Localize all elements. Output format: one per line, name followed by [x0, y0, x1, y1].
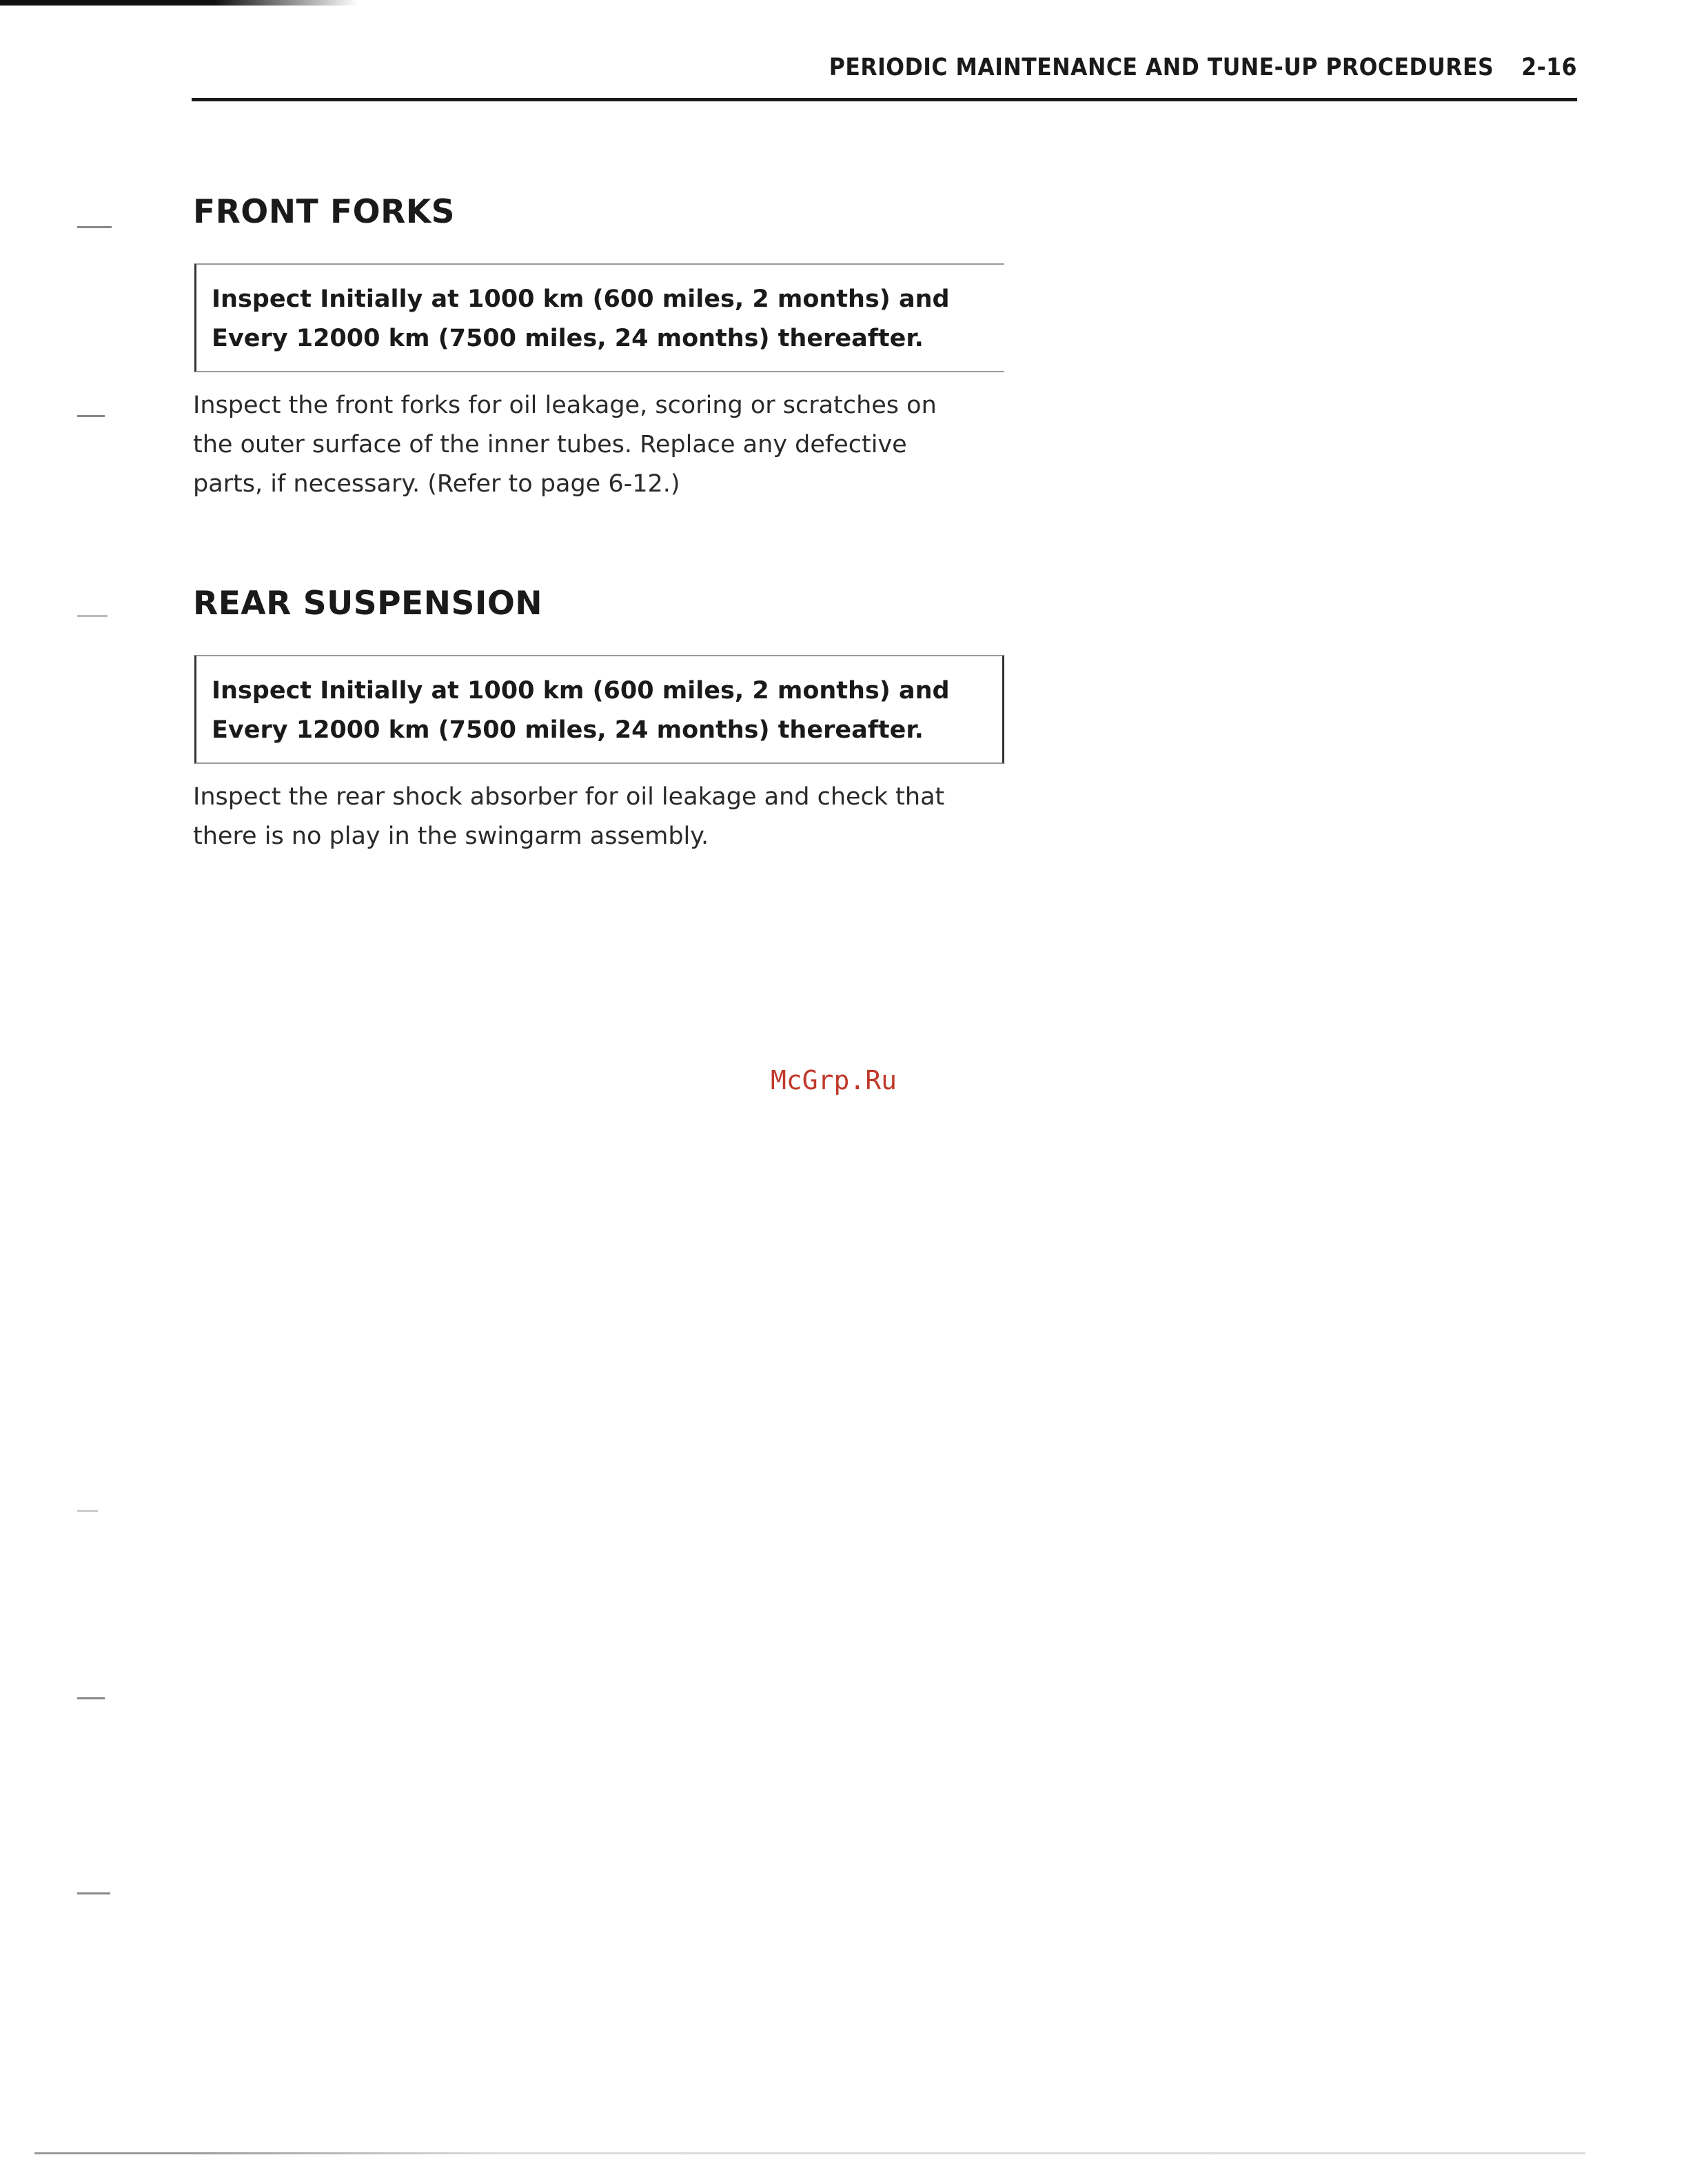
binder-hole-mark	[77, 1697, 105, 1699]
body-line: Inspect the front forks for oil leakage, scoring or scratches on	[193, 392, 937, 419]
scan-edge-bottom	[34, 2152, 1585, 2154]
section-title-front-forks: FRONT FORKS	[193, 193, 456, 231]
body-line: parts, if necessary. (Refer to page 6-12.)	[193, 470, 680, 498]
body-text-front-forks	[193, 386, 1020, 504]
page-header	[192, 50, 1577, 101]
interval-line: Inspect Initially at 1000 km (600 miles, 2 months) and	[212, 285, 950, 313]
section-title-rear-suspension: REAR SUSPENSION	[193, 585, 543, 623]
scan-edge-top	[0, 0, 358, 6]
interval-line: Inspect Initially at 1000 km (600 miles, 2 months) and	[212, 677, 950, 705]
page-number: 2-16	[1521, 54, 1577, 81]
header-text	[829, 54, 1577, 81]
header-title: PERIODIC MAINTENANCE AND TUNE-UP PROCEDURES	[829, 54, 1494, 81]
binder-hole-mark	[77, 1892, 110, 1894]
interval-line: Every 12000 km (7500 miles, 24 months) thereafter.	[212, 716, 924, 744]
binder-hole-mark	[77, 615, 108, 617]
watermark: McGrp.Ru	[771, 1065, 897, 1095]
body-line: there is no play in the swingarm assembly.	[193, 822, 709, 850]
binder-hole-mark	[77, 226, 112, 228]
interval-box-front-forks	[194, 263, 1004, 372]
body-line: the outer surface of the inner tubes. Replace any defective	[193, 431, 907, 458]
body-line: Inspect the rear shock absorber for oil leakage and check that	[193, 783, 945, 811]
interval-box-rear-suspension	[194, 655, 1004, 764]
interval-line: Every 12000 km (7500 miles, 24 months) thereafter.	[212, 325, 924, 352]
body-text-rear-suspension	[193, 778, 1020, 856]
binder-hole-mark	[77, 415, 105, 417]
binder-hole-mark	[77, 1510, 98, 1512]
